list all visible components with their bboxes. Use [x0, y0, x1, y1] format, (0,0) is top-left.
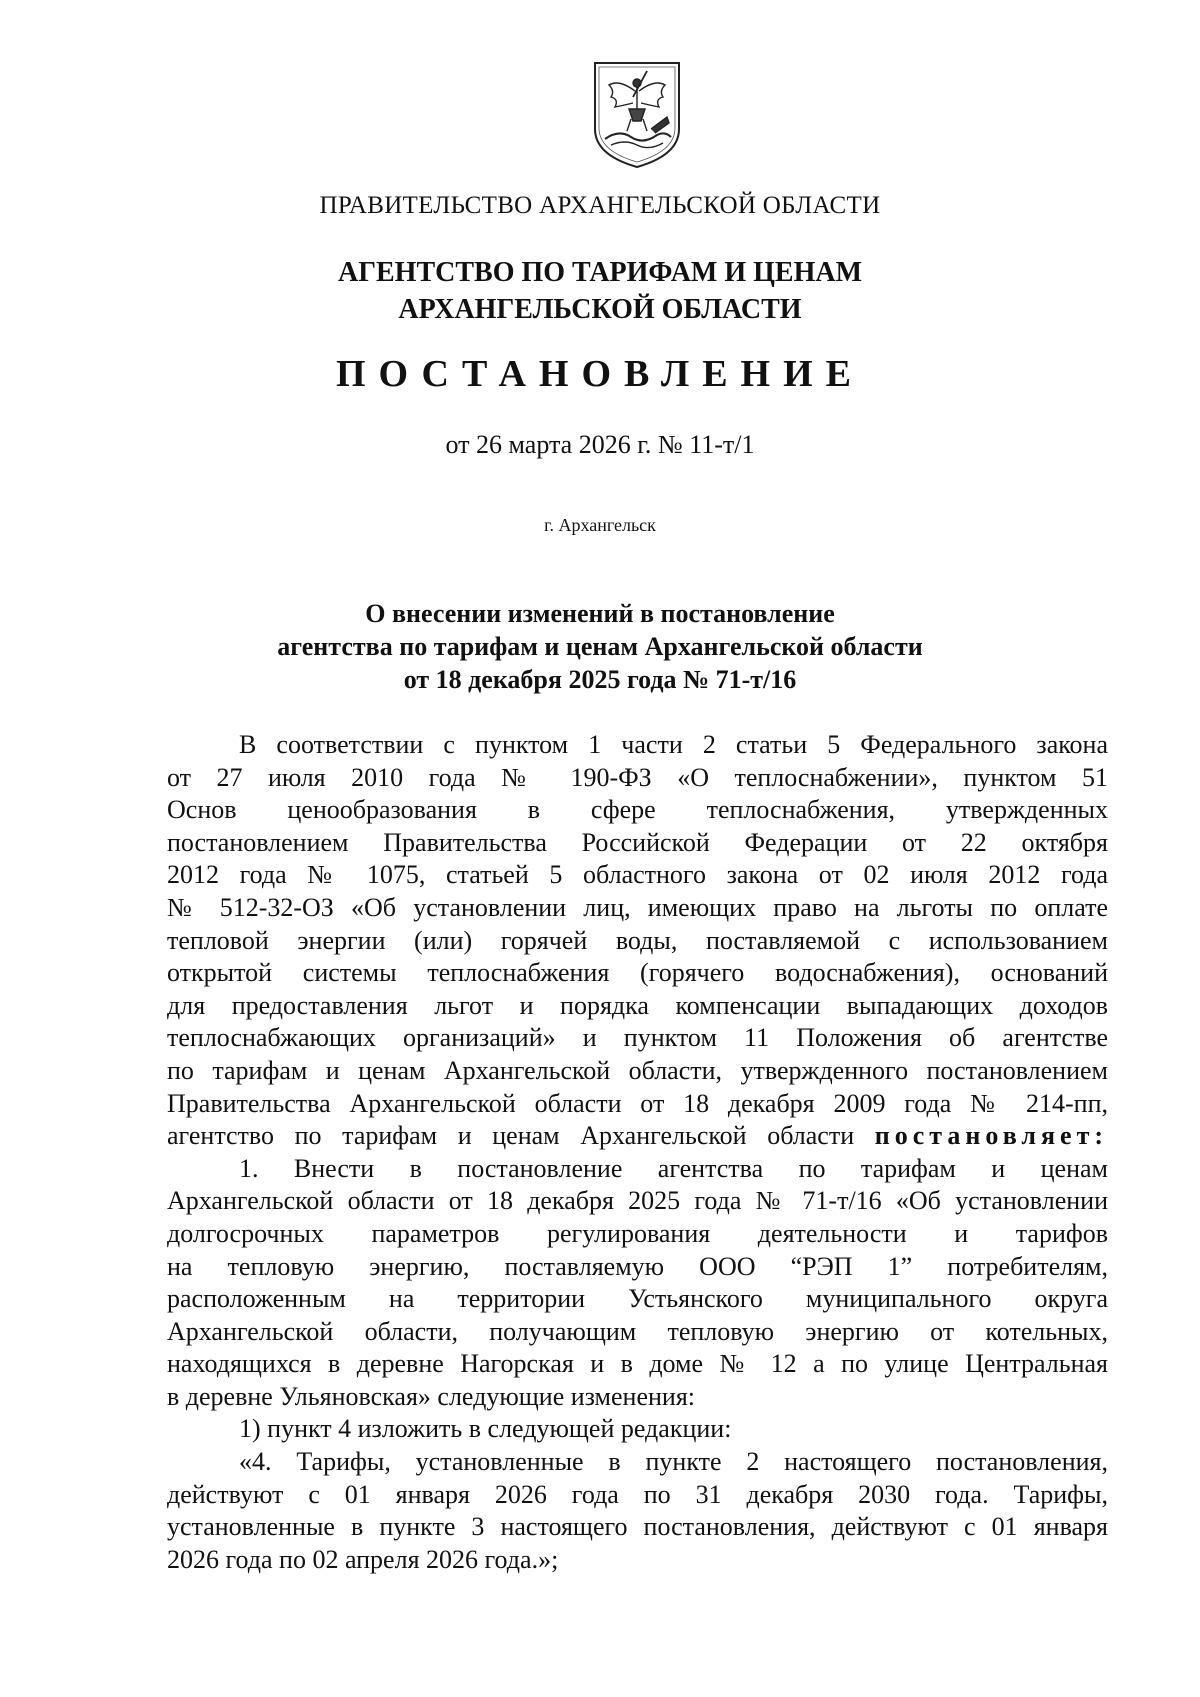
- subject-line2: агентства по тарифам и ценам Архангельской области: [277, 632, 923, 661]
- body-line: № 512-32-ОЗ «Об установлении лиц, имеющих право на льготы по оплате: [167, 892, 1108, 922]
- agency-name: [0, 254, 1200, 328]
- body-line-text: агентство по тарифам и ценам Архангельской области: [167, 1121, 855, 1151]
- body-line: по тарифам и ценам Архангельской области, утвержденного постановлением: [167, 1055, 1108, 1085]
- body-line: долгосрочных параметров регулирования деятельности и тарифов: [167, 1218, 1108, 1248]
- document-body: [167, 729, 1108, 1576]
- body-line: В соответствии с пунктом 1 части 2 статьи 5 Федерального закона: [239, 730, 1108, 759]
- agency-name-line2: АРХАНГЕЛЬСКОЙ ОБЛАСТИ: [398, 294, 802, 325]
- document-type-title: ПОСТАНОВЛЕНИЕ: [335, 353, 865, 395]
- body-line: «4. Тарифы, установленные в пункте 2 настоящего постановления,: [239, 1447, 1108, 1477]
- body-line: 1. Внести в постановление агентства по тарифам и ценам: [239, 1153, 1108, 1183]
- body-line: 2026 года по 02 апреля 2026 года.»;: [167, 1544, 559, 1574]
- body-line: находящихся в деревне Нагорская и в доме № 12 а по улице Центральная: [167, 1349, 1108, 1379]
- subject-line3: от 18 декабря 2025 года № 71-т/16: [403, 665, 797, 694]
- body-line: установленные в пункте 3 настоящего постановления, действуют с 01 января: [167, 1512, 1108, 1542]
- body-line: от 27 июля 2010 года № 190-ФЗ «О теплоснабжении», пунктом 51: [167, 762, 1108, 792]
- document-city: г. Архангельск: [544, 515, 656, 535]
- body-line: тепловой энергии (или) горячей воды, поставляемой с использованием: [167, 925, 1108, 955]
- body-line: открытой системы теплоснабжения (горячего водоснабжения), оснований: [167, 958, 1108, 988]
- body-line: действуют с 01 января 2026 года по 31 декабря 2030 года. Тарифы,: [167, 1479, 1108, 1509]
- body-line: Правительства Архангельской области от 18 декабря 2009 года № 214-пп,: [167, 1088, 1108, 1118]
- body-line: постановлением Правительства Российской Федерации от 22 октября: [167, 827, 1108, 857]
- body-line: теплоснабжающих организаций» и пунктом 11 Положения об агентстве: [167, 1023, 1108, 1053]
- body-line: 1) пункт 4 изложить в следующей редакции:: [239, 1414, 732, 1444]
- coat-of-arms-icon: [591, 59, 683, 171]
- agency-name-line1: АГЕНТСТВО ПО ТАРИФАМ И ЦЕНАМ: [337, 257, 863, 288]
- document-date-number: от 26 марта 2026 г. № 11-т/1: [445, 430, 755, 459]
- body-line: Основ ценообразования в сфере теплоснабжения, утвержденных: [167, 795, 1108, 825]
- body-line: в деревне Ульяновская» следующие изменения:: [167, 1381, 696, 1411]
- body-line: Архангельской области от 18 декабря 2025 года № 71-т/16 «Об установлении: [167, 1186, 1108, 1216]
- body-line: для предоставления льгот и порядка компенсации выпадающих доходов: [167, 990, 1108, 1020]
- decree-word: постановляет:: [874, 1121, 1108, 1151]
- government-name: ПРАВИТЕЛЬСТВО АРХАНГЕЛЬСКОЙ ОБЛАСТИ: [319, 192, 881, 219]
- body-line: 2012 года № 1075, статьей 5 областного закона от 02 июля 2012 года: [167, 860, 1108, 890]
- body-line: Архангельской области, получающим тепловую энергию от котельных,: [167, 1316, 1108, 1346]
- document-subject: [0, 597, 1200, 696]
- body-line-decree: [167, 1120, 1108, 1153]
- body-line: на тепловую энергию, поставляемую ООО “РЭП 1” потребителям,: [167, 1251, 1108, 1281]
- body-line: расположенным на территории Устьянского муниципального округа: [167, 1284, 1108, 1314]
- subject-line1: О внесении изменений в постановление: [365, 599, 835, 628]
